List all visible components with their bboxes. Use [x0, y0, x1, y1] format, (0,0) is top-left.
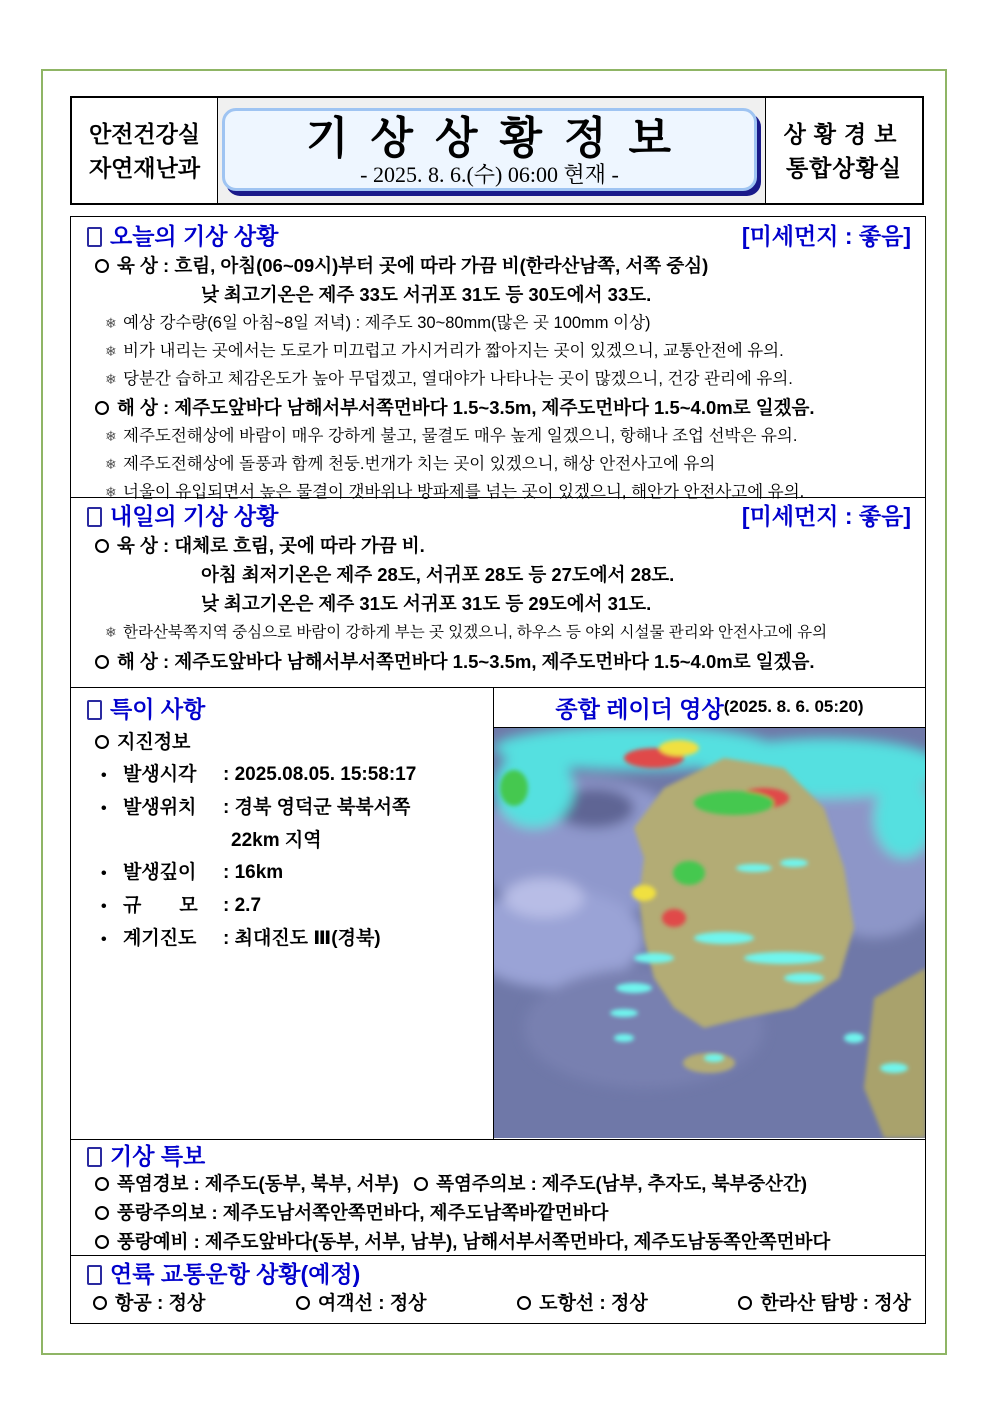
department-label [72, 98, 218, 203]
circle-bullet-icon [95, 1235, 109, 1249]
sea-label: 해 상 : [117, 397, 170, 418]
circle-bullet-icon [296, 1296, 310, 1310]
asterisk-icon: ❄ [105, 624, 117, 640]
circle-bullet-icon [95, 655, 109, 669]
department-line-2: 자연재난과 [88, 154, 201, 181]
transport-status-row [71, 1289, 925, 1319]
quake-value: 2.7 [234, 895, 262, 916]
bullet-icon: • [101, 865, 107, 882]
warning-text: 폭염경보 : 제주도(동부, 북부, 서부) [117, 1173, 399, 1194]
tomorrow-sea-text: 제주도앞바다 남해서부서쪽먼바다 1.5~3.5m, 제주도먼바다 1.5~4.0m로 일겠음. [174, 651, 815, 672]
transport-island-boat: 도항선 : 정상 [539, 1293, 648, 1314]
earthquake-title [95, 727, 493, 759]
transport-item [93, 1289, 205, 1319]
tomorrow-land-text-1: 대체로 흐림, 곳에 따라 가끔 비. [174, 535, 425, 556]
page-title: 기상상황정보 [305, 114, 694, 163]
circle-bullet-icon [738, 1296, 752, 1310]
warning-line-2 [71, 1198, 925, 1227]
warnings-heading-text: 기상 특보 [110, 1142, 206, 1169]
earthquake-title-text: 지진정보 [117, 732, 191, 753]
tomorrow-heading [87, 498, 278, 531]
asterisk-icon: ❄ [105, 484, 117, 500]
tomorrow-heading-row [71, 497, 925, 531]
circle-bullet-icon [95, 1206, 109, 1220]
land-label: 육 상 : [117, 535, 170, 556]
transport-heading-text: 연륙 교통운항 상황(예정) [110, 1260, 361, 1287]
special-heading-row [71, 687, 493, 727]
asterisk-icon: ❄ [105, 456, 117, 472]
tomorrow-land-line-2: 아침 최저기온은 제주 28도, 서귀포 28도 등 27도에서 28도. [201, 564, 675, 585]
quake-value: 경북 영덕군 북북서쪽 [234, 797, 411, 818]
note-text: 너울이 유입되면서 높은 물결이 갯바위나 방파제를 넘는 곳이 있겠으니, 해안가 안전사고에 유의. [123, 483, 805, 501]
separator: : [223, 797, 230, 818]
circle-bullet-icon [95, 259, 109, 273]
asterisk-icon: ❄ [105, 343, 117, 359]
note [71, 422, 925, 450]
checkbox-icon [87, 700, 102, 720]
note [71, 337, 925, 365]
radar-panel [494, 687, 925, 1139]
transport-section [71, 1255, 925, 1325]
radar-image [494, 728, 925, 1139]
transport-heading [87, 1256, 360, 1289]
circle-bullet-icon [93, 1296, 107, 1310]
tomorrow-section [71, 497, 925, 688]
note-text: 예상 강수량(6일 아침~8일 저녁) : 제주도 30~80mm(많은 곳 100mm 이상) [123, 314, 651, 332]
warnings-heading [87, 1138, 205, 1171]
today-sea-line [71, 393, 925, 422]
report-datetime: - 2025. 8. 6.(수) 06:00 현재 - [360, 162, 619, 187]
quake-item [95, 759, 493, 792]
weather-warnings-section [71, 1139, 925, 1256]
quake-item [95, 923, 493, 956]
office-label [765, 98, 922, 203]
transport-item [296, 1289, 427, 1319]
land-label: 육 상 : [117, 255, 170, 276]
quake-item [95, 792, 493, 825]
quake-value-continued: 22km 지역 [231, 830, 322, 851]
bullet-icon: • [101, 931, 107, 948]
header [70, 96, 924, 205]
transport-hallasan: 한라산 탐방 : 정상 [760, 1293, 911, 1314]
circle-bullet-icon [95, 1177, 109, 1191]
warning-line-3 [71, 1227, 925, 1256]
radar-map [494, 728, 925, 1138]
bullet-icon: • [101, 800, 107, 817]
note [71, 309, 925, 337]
quake-label: 발생위치 [123, 797, 197, 818]
asterisk-icon: ❄ [105, 428, 117, 444]
special-notes [71, 687, 494, 1139]
office-line-1: 상황경보 [783, 120, 905, 147]
checkbox-icon [87, 227, 102, 247]
separator: : [223, 764, 230, 785]
special-heading-text: 특이 사항 [110, 695, 206, 722]
today-land-line-2: 낮 최고기온은 제주 33도 서귀포 31도 등 30도에서 33도. [201, 284, 652, 305]
department-line-1: 안전건강실 [88, 120, 201, 147]
checkbox-icon [87, 507, 102, 527]
circle-bullet-icon [414, 1177, 428, 1191]
quake-label: 발생시각 [123, 764, 197, 785]
title-area [218, 98, 765, 203]
checkbox-icon [87, 1265, 102, 1285]
warning-text: 풍랑주의보 : 제주도남서쪽안쪽먼바다, 제주도남쪽바깥먼바다 [117, 1202, 609, 1223]
quake-label: 발생깊이 [123, 862, 197, 883]
tomorrow-land-line-1 [71, 531, 925, 560]
transport-ferry: 여객선 : 정상 [317, 1293, 427, 1314]
circle-bullet-icon [95, 401, 109, 415]
radar-title [494, 687, 925, 728]
earthquake-info [71, 727, 493, 956]
circle-bullet-icon [95, 539, 109, 553]
asterisk-icon: ❄ [105, 371, 117, 387]
note [71, 450, 925, 478]
asterisk-icon: ❄ [105, 315, 117, 331]
radar-timestamp: (2025. 8. 6. 05:20) [723, 697, 864, 716]
today-heading-row [71, 217, 925, 251]
note-text: 한라산북쪽지역 중심으로 바람이 강하게 부는 곳 있겠으니, 하우스 등 야외 시설물 관리와 안전사고에 유의 [123, 624, 828, 641]
tomorrow-sea-line [71, 647, 925, 676]
dust-status: [미세먼지 : 좋음] [741, 222, 911, 249]
tomorrow-land-line-3: 낮 최고기온은 제주 31도 서귀포 31도 등 29도에서 31도. [201, 593, 652, 614]
today-heading-text: 오늘의 기상 상황 [110, 222, 279, 249]
quake-label: 규 모 [123, 895, 198, 916]
transport-air: 항공 : 정상 [115, 1293, 206, 1314]
warning-text: 풍랑예비 : 제주도앞바다(동부, 서부, 남부), 남해서부서쪽먼바다, 제주도남동쪽안쪽먼바다 [117, 1231, 831, 1252]
note-text: 제주도전해상에 바람이 매우 강하게 불고, 물결도 매우 높게 일겠으니, 항해나 조업 선박은 유의. [123, 427, 798, 445]
transport-heading-row [71, 1255, 925, 1289]
bullet-icon: • [101, 767, 107, 784]
note [71, 365, 925, 393]
quake-item [95, 857, 493, 890]
quake-value: 2025.08.05. 15:58:17 [234, 764, 417, 785]
dust-status: [미세먼지 : 좋음] [741, 502, 911, 529]
warnings-heading-row [71, 1139, 925, 1169]
separator: : [223, 862, 230, 883]
quake-value: 최대진도 Ⅲ(경북) [234, 928, 381, 949]
note-text: 제주도전해상에 돌풍과 함께 천둥.번개가 치는 곳이 있겠으니, 해상 안전사고에 유의 [123, 455, 716, 473]
note-text: 비가 내리는 곳에서는 도로가 미끄럽고 가시거리가 짧아지는 곳이 있겠으니, 교통안전에 유의. [123, 342, 784, 360]
circle-bullet-icon [95, 735, 109, 749]
sea-label: 해 상 : [117, 651, 170, 672]
office-line-2: 통합상황실 [785, 154, 903, 181]
today-land-text-1: 흐림, 아침(06~09시)부터 곳에 따라 가끔 비(한라산남쪽, 서쪽 중심) [174, 255, 709, 276]
quake-label: 계기진도 [123, 928, 197, 949]
checkbox-icon [87, 1147, 102, 1167]
today-land-line-1 [71, 251, 925, 280]
warning-line-1 [71, 1169, 925, 1198]
note [71, 618, 925, 647]
title-box [222, 108, 757, 191]
separator: : [223, 895, 230, 916]
note-text: 당분간 습하고 체감온도가 높아 무덥겠고, 열대야가 나타나는 곳이 많겠으니, 건강 관리에 유의. [123, 370, 793, 388]
today-sea-text: 제주도앞바다 남해서부서쪽먼바다 1.5~3.5m, 제주도먼바다 1.5~4.0m로 일겠음. [174, 397, 815, 418]
tomorrow-heading-text: 내일의 기상 상황 [110, 502, 279, 529]
special-section [71, 687, 925, 1140]
separator: : [223, 928, 230, 949]
special-heading [87, 691, 205, 724]
today-heading [87, 218, 278, 251]
transport-item [517, 1289, 648, 1319]
circle-bullet-icon [517, 1296, 531, 1310]
bullet-icon: • [101, 898, 107, 915]
quake-item [95, 890, 493, 923]
radar-title-text: 종합 레이더 영상 [555, 695, 724, 722]
today-section [71, 217, 925, 501]
quake-value: 16km [234, 862, 284, 883]
report-body [70, 216, 926, 1324]
transport-item [738, 1289, 911, 1319]
warning-text: 폭염주의보 : 제주도(남부, 추자도, 북부중산간) [436, 1173, 808, 1194]
